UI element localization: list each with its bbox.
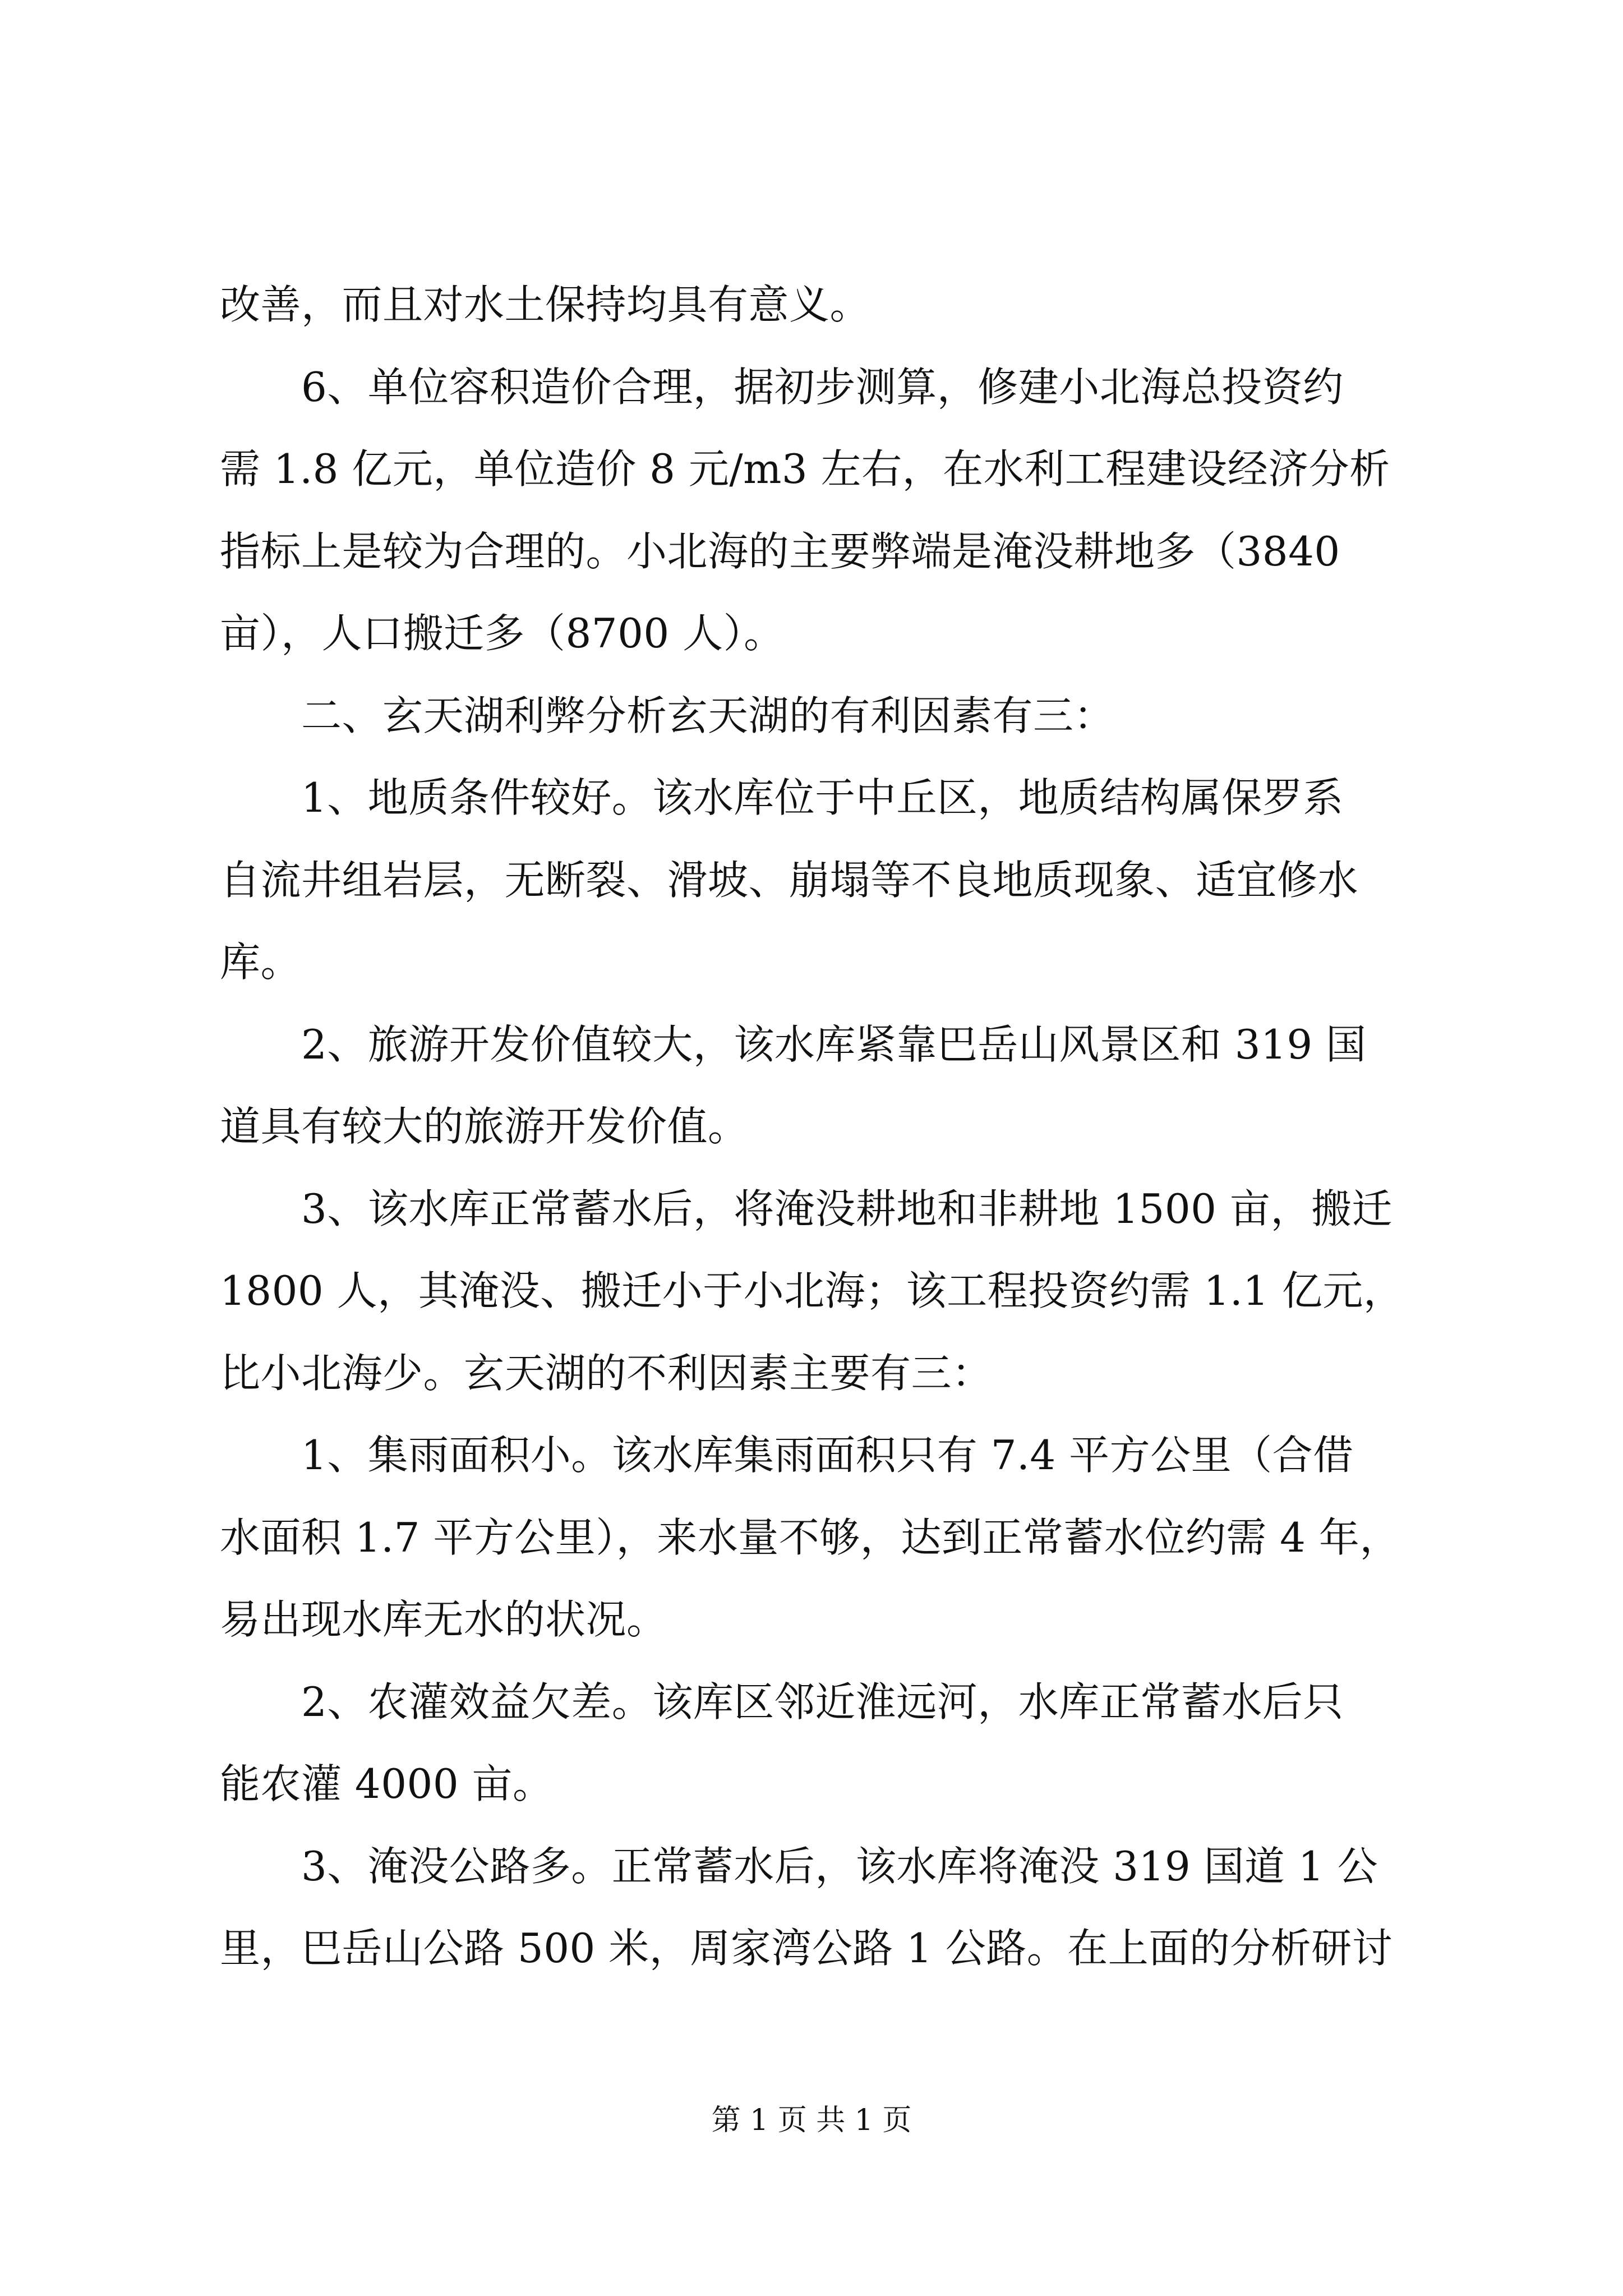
text-line: 2、旅游开发价值较大，该水库紧靠巴岳山风景区和 319 国 — [220, 1020, 1367, 1068]
text-line: 1、集雨面积小。该水库集雨面积只有 7.4 平方公里（合借 — [220, 1432, 1354, 1479]
page-number-label: 第 1 页 共 1 页 — [711, 2104, 912, 2137]
text-line: 3、淹没公路多。正常蓄水后，该水库将淹没 319 国道 1 公 — [220, 1842, 1378, 1890]
text-line: 2、农灌效益欠差。该库区邻近淮远河，水库正常蓄水后只 — [220, 1678, 1344, 1726]
text-line: 能农灌 4000 亩。 — [220, 1760, 554, 1807]
text-line: 亩），人口搬迁多（8700 人）。 — [220, 610, 785, 657]
text-line: 水面积 1.7 平方公里），来水量不够，达到正常蓄水位约需 4 年， — [220, 1513, 1400, 1561]
text-line: 比小北海少。玄天湖的不利因素主要有三： — [220, 1349, 993, 1397]
text-line: 需 1.8 亿元，单位造价 8 元/m3 左右，在水利工程建设经济分析 — [220, 445, 1390, 493]
text-line: 二、玄天湖利弊分析玄天湖的有利因素有三： — [220, 692, 1115, 739]
text-line: 改善，而且对水土保持均具有意义。 — [220, 281, 871, 328]
page-footer — [0, 2101, 1623, 2140]
text-line: 里，巴岳山公路 500 米，周家湾公路 1 公路。在上面的分析研讨 — [220, 1925, 1393, 1972]
document-body — [220, 264, 1426, 1990]
text-line: 库。 — [220, 938, 302, 986]
text-line: 自流井组岩层，无断裂、滑坡、崩塌等不良地质现象、适宜修水 — [220, 856, 1359, 904]
text-line: 道具有较大的旅游开发价值。 — [220, 1103, 749, 1150]
text-line: 1800 人，其淹没、搬迁小于小北海；该工程投资约需 1.1 亿元， — [220, 1267, 1404, 1314]
text-line: 3、该水库正常蓄水后，将淹没耕地和非耕地 1500 亩，搬迁 — [220, 1185, 1393, 1232]
text-line: 6、单位容积造价合理，据初步测算，修建小北海总投资约 — [220, 363, 1344, 411]
text-line: 指标上是较为合理的。小北海的主要弊端是淹没耕地多（3840 — [220, 527, 1340, 575]
text-line: 1、地质条件较好。该水库位于中丘区，地质结构属保罗系 — [220, 774, 1344, 821]
text-line: 易出现水库无水的状况。 — [220, 1596, 667, 1643]
